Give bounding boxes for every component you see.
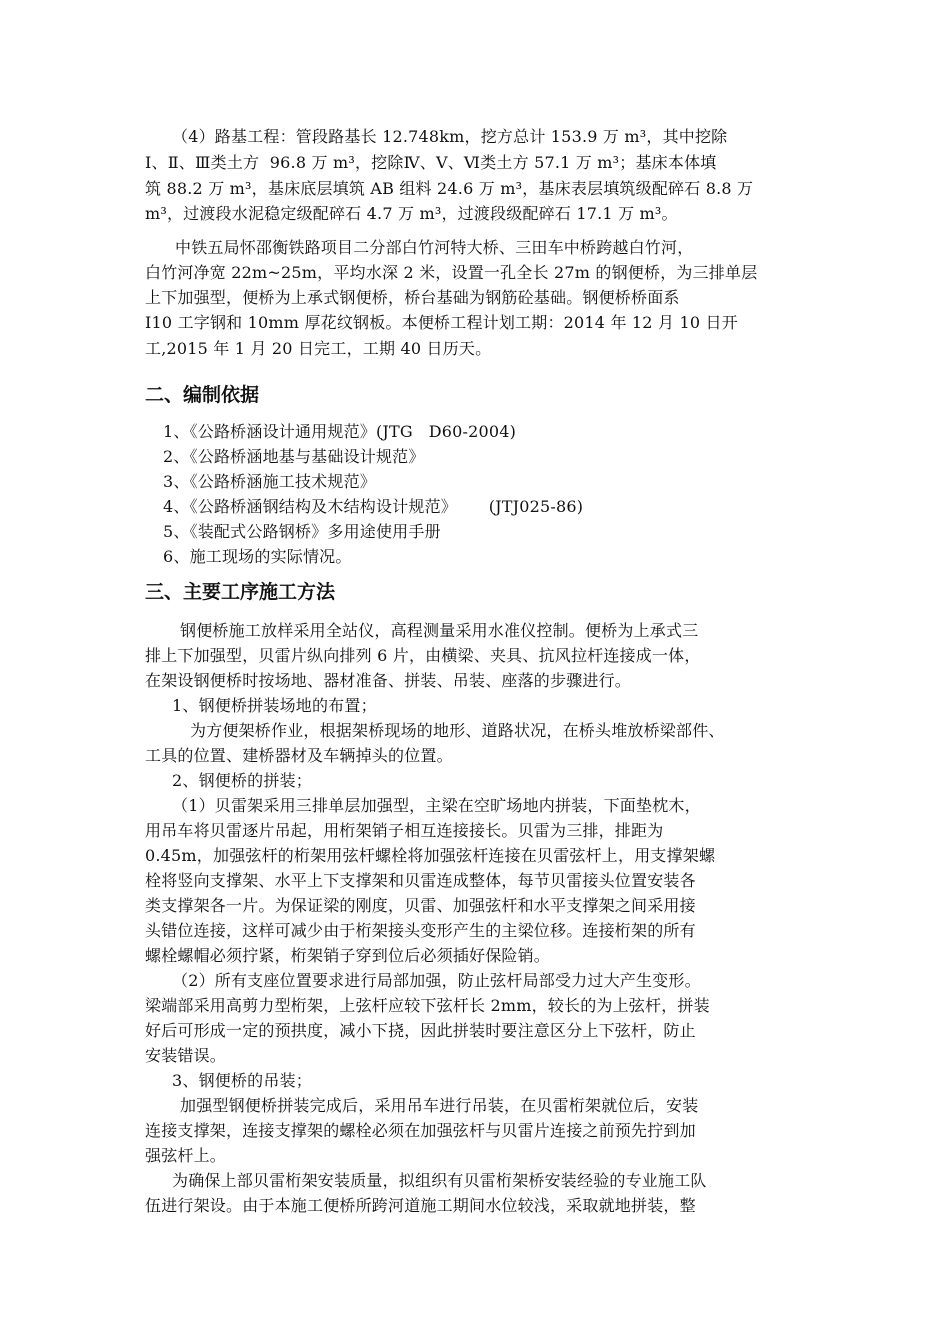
text-line: 筑 88.2 万 m³，基床底层填筑 AB 组料 24.6 万 m³，基床表层填筑级配碎石 8.8 万 [145, 179, 754, 198]
list-item: 2、《公路桥涵地基与基础设计规范》 [163, 447, 425, 466]
section-heading: 二、编制依据 [145, 384, 260, 406]
text-line: 上下加强型，便桥为上承式钢便桥，桥台基础为钢筋砼基础。钢便桥桥面系 [145, 288, 680, 307]
text-line: Ⅰ、Ⅱ、Ⅲ类土方 96.8 万 m³，挖除Ⅳ、Ⅴ、Ⅵ类土方 57.1 万 m³；基床本体填 [145, 153, 717, 172]
text-line: 加强型钢便桥拼装完成后，采用吊车进行吊装，在贝雷桁架就位后，安装 [180, 1096, 699, 1115]
list-item: 4、《公路桥涵钢结构及木结构设计规范》 (JTJ025-86) [163, 497, 584, 516]
subsection-title: 1、钢便桥拼装场地的布置； [172, 696, 377, 715]
text-line: 安装错误。 [145, 1046, 227, 1065]
text-line: 为方便架桥作业，根据架桥现场的地形、道路状况，在桥头堆放桥梁部件、 [190, 721, 725, 740]
list-item: 6、施工现场的实际情况。 [163, 547, 352, 566]
subsection-title: 2、钢便桥的拼装； [172, 771, 312, 790]
text-line: 栓将竖向支撑架、水平上下支撑架和贝雷连成整体，每节贝雷接头位置安装各 [145, 871, 696, 890]
text-line: 在架设钢便桥时按场地、器材准备、拼装、吊装、座落的步骤进行。 [145, 671, 632, 690]
text-line: 伍进行架设。由于本施工便桥所跨河道施工期间水位较浅，采取就地拼装，整 [145, 1196, 696, 1215]
text-line: 梁端部采用高剪力型桁架，上弦杆应较下弦杆长 2mm，较长的为上弦杆，拼装 [145, 996, 710, 1015]
subsection-title: 3、钢便桥的吊装； [172, 1071, 312, 1090]
text-line: 工,2015 年 1 月 20 日完工，工期 40 日历天。 [145, 339, 492, 358]
text-line: 螺栓螺帽必须拧紧，桁架销子穿到位后必须插好保险销。 [145, 946, 551, 965]
text-line: 0.45m，加强弦杆的桁架用弦杆螺栓将加强弦杆连接在贝雷弦杆上，用支撑架螺 [145, 846, 716, 865]
list-item: 5、《装配式公路钢桥》多用途使用手册 [163, 522, 441, 541]
text-line: 头错位连接，这样可减少由于桁架接头变形产生的主梁位移。连接桁架的所有 [145, 921, 696, 940]
text-line: 白竹河净宽 22m~25m，平均水深 2 米，设置一孔全长 27m 的钢便桥，为三排单层 [145, 263, 758, 282]
section-heading: 三、主要工序施工方法 [145, 581, 336, 603]
text-line: 工具的位置、建桥器材及车辆掉头的位置。 [145, 746, 453, 765]
text-line: 钢便桥施工放样采用全站仪，高程测量采用水准仪控制。便桥为上承式三 [180, 621, 699, 640]
text-line: 好后可形成一定的预拱度，减小下挠，因此拼装时要注意区分上下弦杆，防止 [145, 1021, 696, 1040]
text-line: 用吊车将贝雷逐片吊起，用桁架销子相互连接接长。贝雷为三排，排距为 [145, 821, 664, 840]
text-line: （4）路基工程：管段路基长 12.748km，挖方总计 153.9 万 m³，其中挖除 [172, 127, 728, 146]
text-line: 中铁五局怀邵衡铁路项目二分部白竹河特大桥、三田车中桥跨越白竹河， [175, 238, 694, 257]
text-line: I10 工字钢和 10mm 厚花纹钢板。本便桥工程计划工期：2014 年 12 月 10 日开 [145, 313, 738, 332]
text-line: 为确保上部贝雷桁架安装质量，拟组织有贝雷桁架桥安装经验的专业施工队 [172, 1171, 707, 1190]
text-line: 排上下加强型，贝雷片纵向排列 6 片，由横梁、夹具、抗风拉杆连接成一体， [145, 646, 701, 665]
text-line: m³，过渡段水泥稳定级配碎石 4.7 万 m³，过渡段级配碎石 17.1 万 m³。 [145, 204, 678, 223]
text-line: （2）所有支座位置要求进行局部加强，防止弦杆局部受力过大产生变形。 [172, 971, 701, 990]
text-line: 类支撑架各一片。为保证梁的刚度，贝雷、加强弦杆和水平支撑架之间采用接 [145, 896, 696, 915]
list-item: 1、《公路桥涵设计通用规范》(JTG D60-2004) [163, 422, 517, 441]
list-item: 3、《公路桥涵施工技术规范》 [163, 472, 376, 491]
text-line: 强弦杆上。 [145, 1146, 227, 1165]
text-line: （1）贝雷架采用三排单层加强型，主梁在空旷场地内拼装，下面垫枕木， [172, 796, 701, 815]
text-line: 连接支撑架，连接支撑架的螺栓必须在加强弦杆与贝雷片连接之前预先拧到加 [145, 1121, 696, 1140]
